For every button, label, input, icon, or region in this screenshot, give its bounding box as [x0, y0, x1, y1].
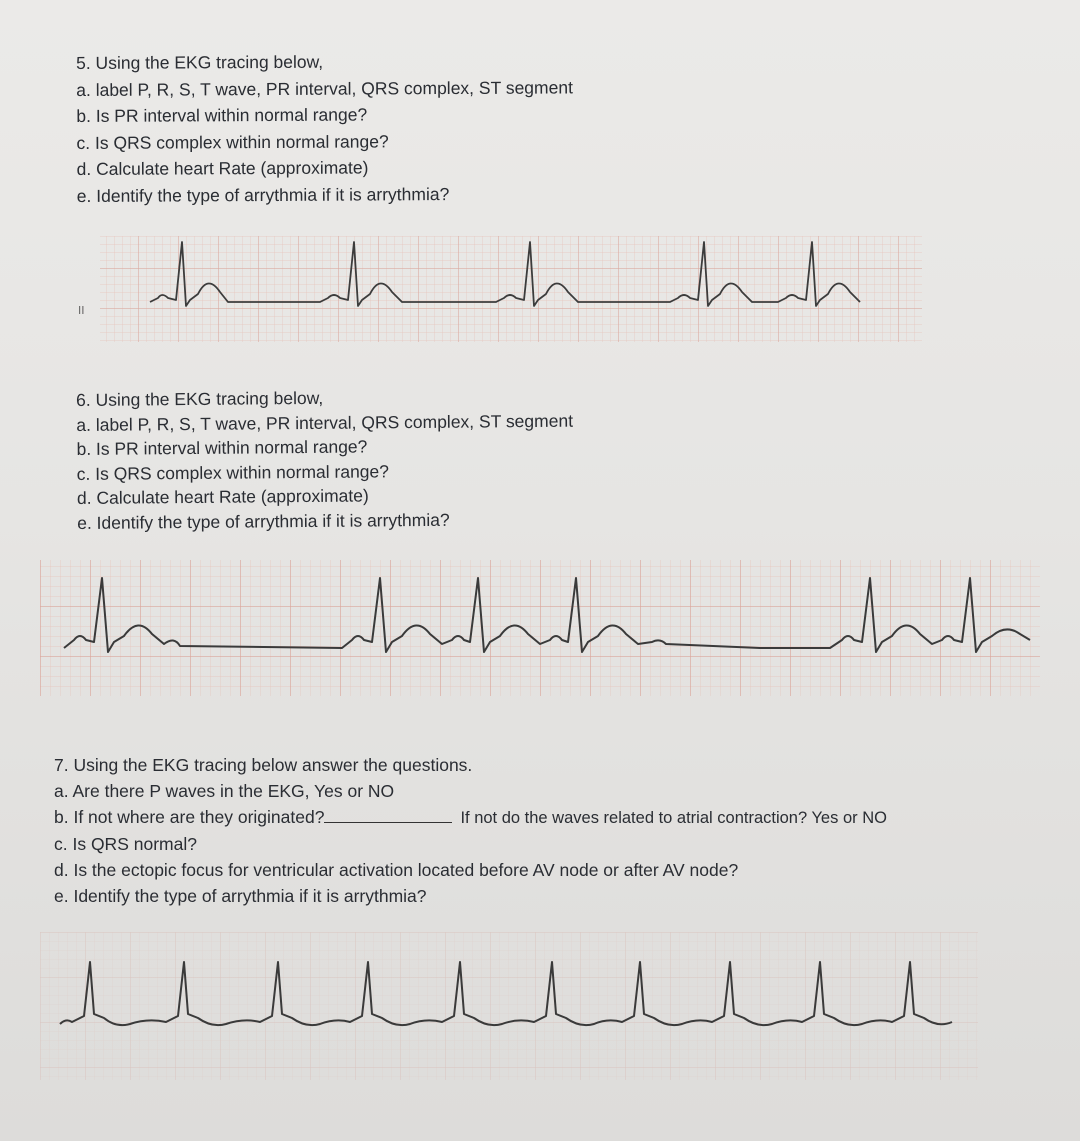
question-7-part-a: a. Are there P waves in the EKG, Yes or NO — [54, 781, 395, 801]
answer-blank[interactable] — [324, 808, 452, 823]
ekg-strip-2 — [40, 556, 1042, 698]
question-5-part-c: c. Is QRS complex within normal range? — [76, 130, 389, 153]
question-6-part-a: a. label P, R, S, T wave, PR interval, QRS complex, ST segment — [76, 410, 574, 435]
question-5-part-b: b. Is PR interval within normal range? — [76, 104, 368, 126]
question-6 — [76, 384, 574, 535]
ekg-grid — [40, 560, 1040, 696]
question-7-part-b: b. If not where are they originated? — [54, 807, 325, 827]
question-5 — [76, 47, 574, 209]
ekg-grid — [100, 236, 922, 342]
question-7-part-d: d. Is the ectopic focus for ventricular activation located before AV node or after AV node? — [54, 860, 739, 880]
question-6-part-e: e. Identify the type of arrythmia if it is arrythmia? — [77, 509, 450, 533]
question-6-part-d: d. Calculate heart Rate (approximate) — [76, 485, 369, 508]
question-5-part-d: d. Calculate heart Rate (approximate) — [76, 157, 369, 179]
lead-label: II — [78, 304, 85, 317]
question-6-part-c: c. Is QRS complex within normal range? — [76, 460, 390, 484]
question-7 — [54, 752, 887, 909]
question-6-title: 6. Using the EKG tracing below, — [76, 387, 324, 410]
question-5-part-a: a. label P, R, S, T wave, PR interval, QRS complex, ST segment — [76, 76, 573, 100]
question-7-title: 7. Using the EKG tracing below answer the questions. — [54, 755, 473, 775]
question-7-part-c: c. Is QRS normal? — [54, 834, 197, 854]
question-6-part-b: b. Is PR interval within normal range? — [76, 436, 368, 459]
question-7-part-b-row — [54, 804, 887, 831]
question-7-part-e: e. Identify the type of arrythmia if it is arrythmia? — [54, 886, 427, 906]
ekg-strip-1 — [58, 228, 928, 346]
question-7-part-b-followup: If not do the waves related to atrial contraction? Yes or NO — [460, 809, 887, 827]
ekg-strip-3 — [40, 932, 980, 1082]
ekg-grid — [40, 932, 978, 1080]
question-5-part-e: e. Identify the type of arrythmia if it is arrythmia? — [76, 183, 450, 206]
question-5-title: 5. Using the EKG tracing below, — [76, 51, 324, 73]
